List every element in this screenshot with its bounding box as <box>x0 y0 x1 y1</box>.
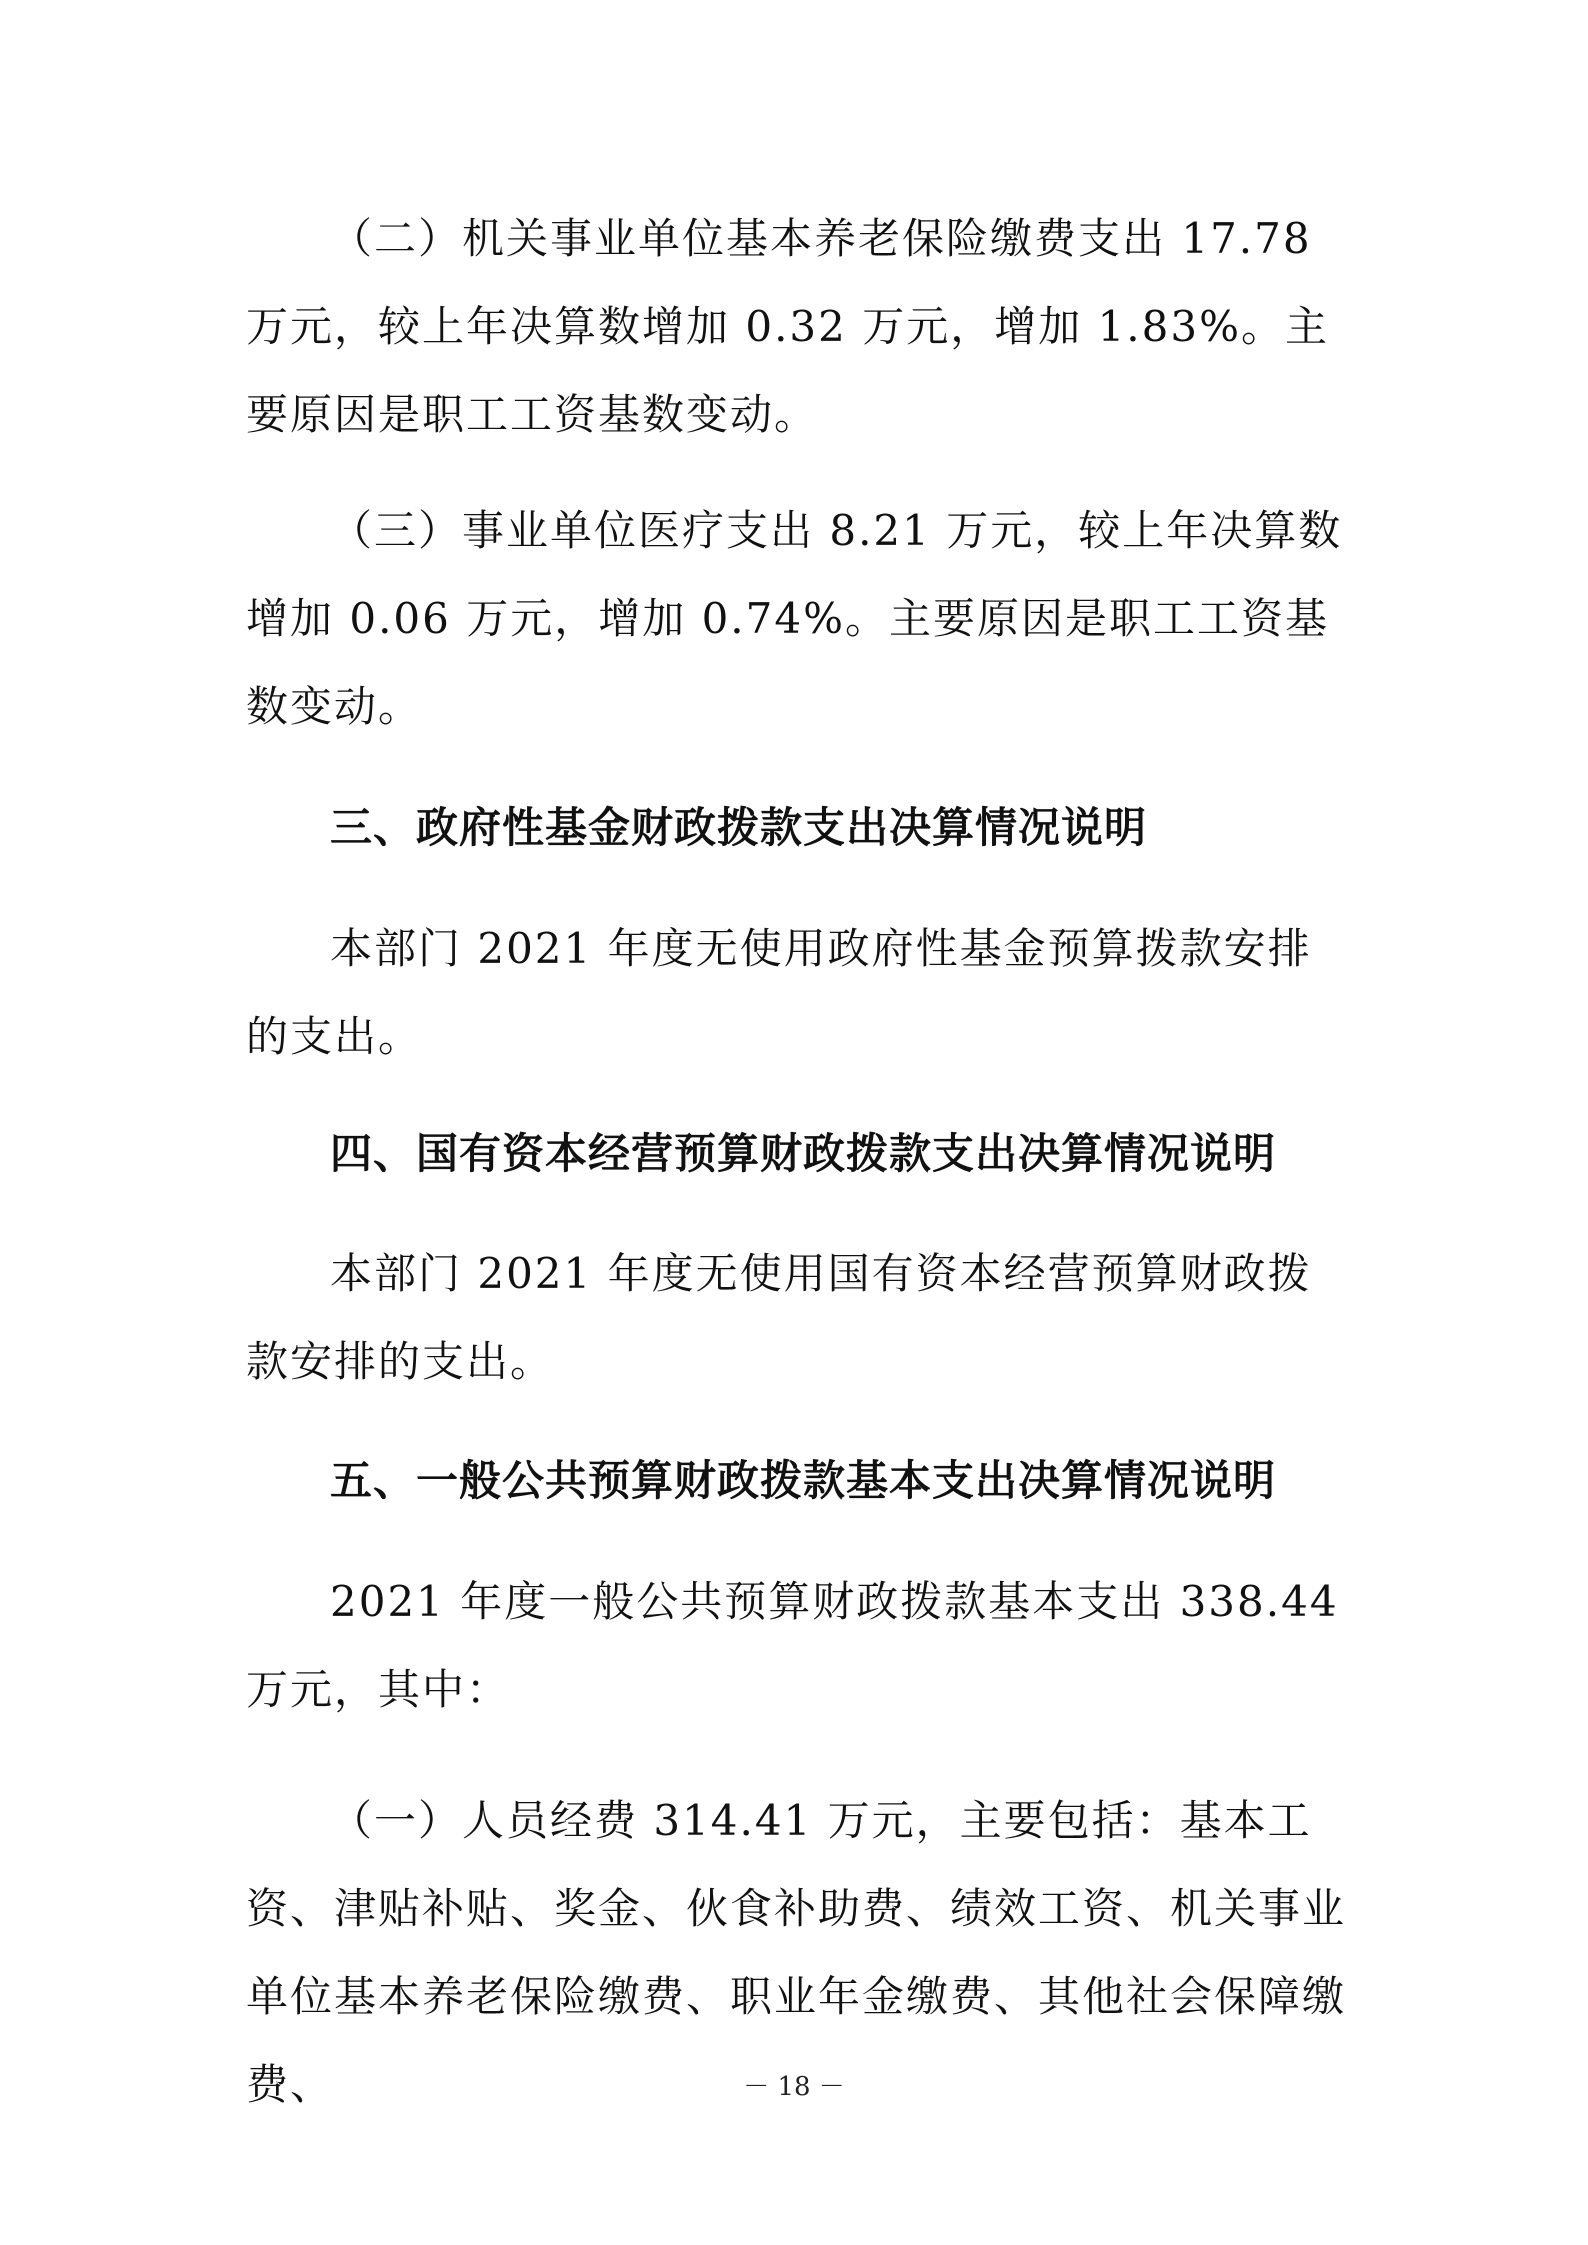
heading-basic-expenditure: 五、一般公共预算财政拨款基本支出决算情况说明 <box>330 1456 1277 1505</box>
paragraph-basic-expenditure: 2021 年度一般公共预算财政拨款基本支出 338.44 万元，其中： <box>246 1577 1339 1714</box>
paragraph-personnel-expense: （一）人员经费 314.41 万元，主要包括：基本工资、津贴补贴、奖金、伙食补助费、绩效工资、机关事业单位基本养老保险缴费、职业年金缴费、其他社会保障缴费、 <box>246 1796 1347 2109</box>
page-number: － 18 － <box>743 2072 845 2102</box>
heading-state-capital: 四、国有资本经营预算财政拨款支出决算情况说明 <box>330 1129 1277 1178</box>
paragraph-pension-expense: （二）机关事业单位基本养老保险缴费支出 17.78 万元，较上年决算数增加 0.32 万元，增加 1.83%。主要原因是职工工资基数变动。 <box>246 214 1329 439</box>
paragraph-state-capital: 本部门 2021 年度无使用国有资本经营预算财政拨款安排的支出。 <box>246 1249 1312 1386</box>
paragraph-government-fund: 本部门 2021 年度无使用政府性基金预算拨款安排的支出。 <box>246 924 1312 1061</box>
paragraph-medical-expense: （三）事业单位医疗支出 8.21 万元，较上年决算数增加 0.06 万元，增加 0.74%。主要原因是职工工资基数变动。 <box>246 506 1343 731</box>
heading-government-fund: 三、政府性基金财政拨款支出决算情况说明 <box>330 803 1148 852</box>
